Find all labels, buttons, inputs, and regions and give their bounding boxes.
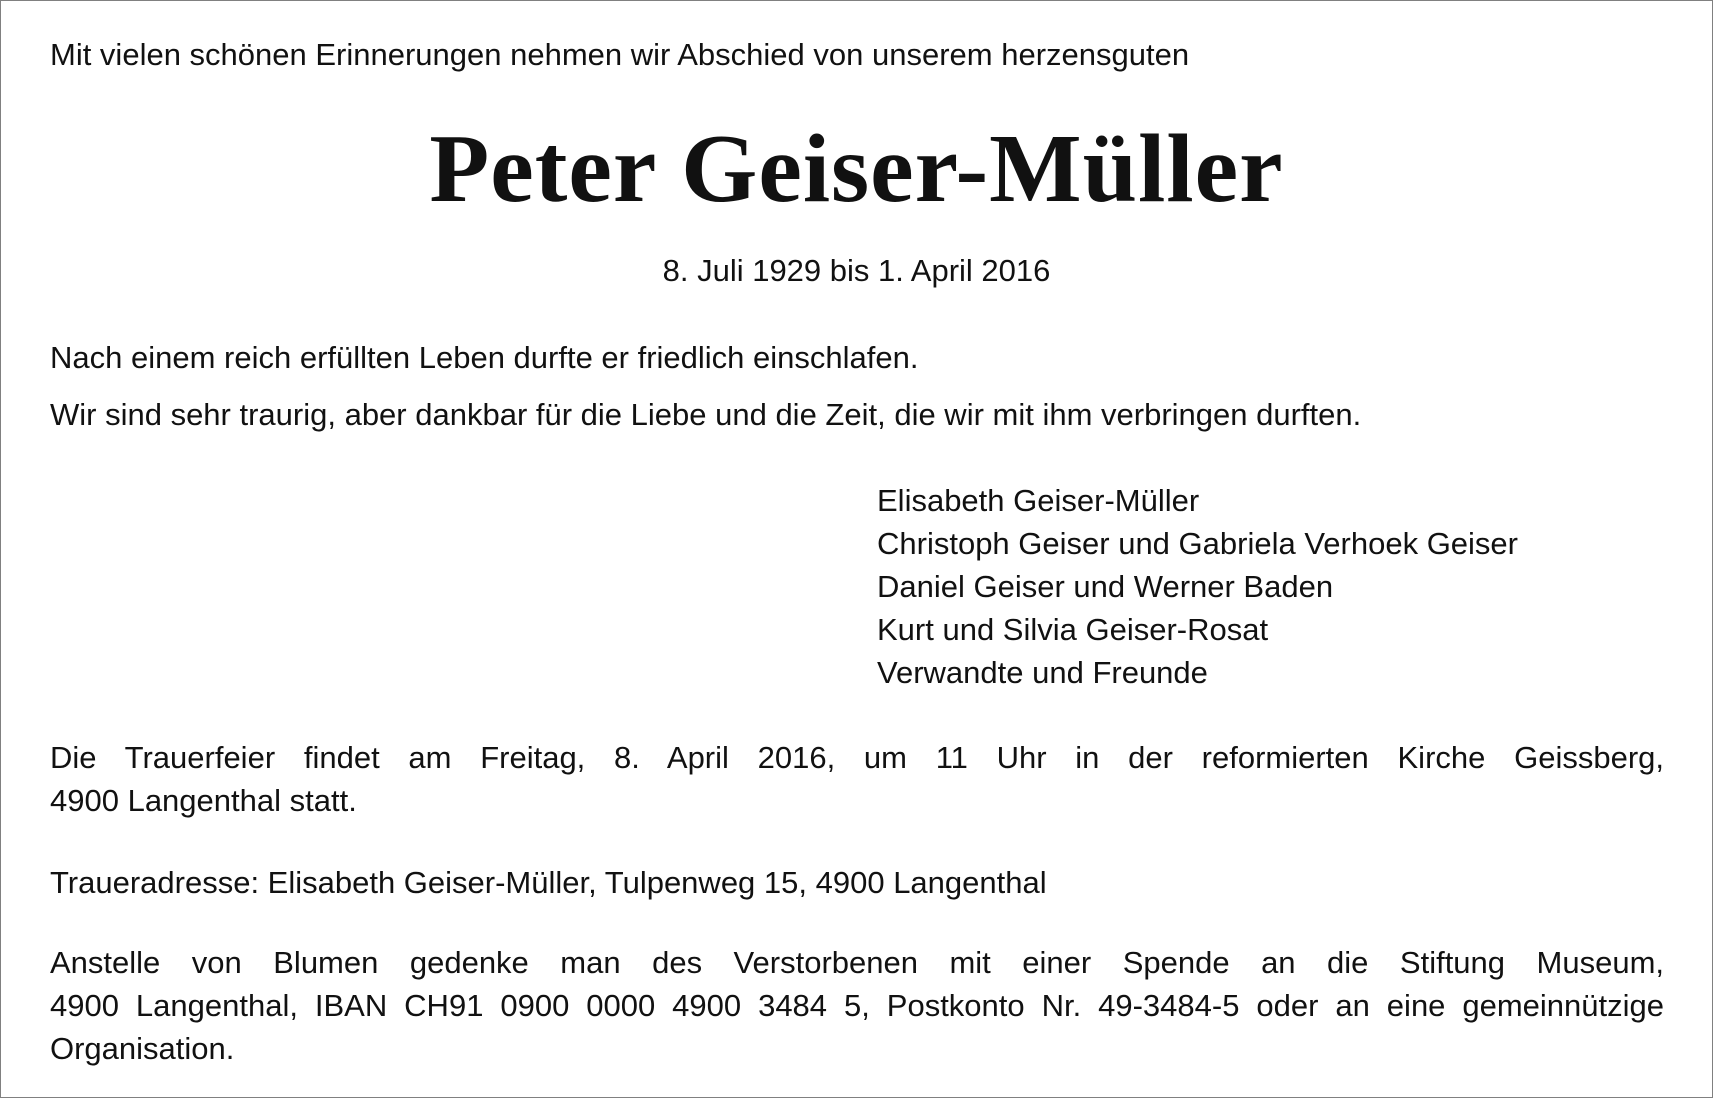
donation-line: 4900 Langenthal, IBAN CH91 0900 0000 4900 3484 5, Postkonto Nr. 49-3484-5 oder an eine gemeinnützige: [50, 988, 1664, 1023]
mourner-item: Daniel Geiser und Werner Baden: [877, 569, 1334, 604]
donation-info: [50, 941, 1664, 1070]
mourner-item: Kurt und Silvia Geiser-Rosat: [877, 612, 1269, 647]
donation-line: Organisation.: [50, 1031, 235, 1066]
mourner-item: Elisabeth Geiser-Müller: [877, 483, 1200, 518]
intro-text: Mit vielen schönen Erinnerungen nehmen wir Abschied von unserem herzensguten: [50, 37, 1190, 72]
mourning-address: Traueradresse: Elisabeth Geiser-Müller, Tulpenweg 15, 4900 Langenthal: [50, 865, 1047, 900]
donation-line: Anstelle von Blumen gedenke man des Verstorbenen mit einer Spende an die Stiftung Museum,: [50, 945, 1664, 980]
ceremony-line: Die Trauerfeier findet am Freitag, 8. April 2016, um 11 Uhr in der reformierten Kirche Geissberg,: [50, 740, 1664, 775]
mourner-item: Verwandte und Freunde: [877, 655, 1208, 690]
mourner-item: Christoph Geiser und Gabriela Verhoek Geiser: [877, 526, 1518, 561]
mourners-list: [877, 479, 1518, 694]
ceremony-line: 4900 Langenthal statt.: [50, 783, 357, 818]
farewell-paragraph-2: Wir sind sehr traurig, aber dankbar für die Liebe und die Zeit, die wir mit ihm verbringen durften.: [50, 397, 1362, 432]
ceremony-info: [50, 736, 1664, 822]
deceased-name: Peter Geiser-Müller: [429, 115, 1284, 223]
life-dates: 8. Juli 1929 bis 1. April 2016: [662, 253, 1051, 288]
farewell-paragraph-1: Nach einem reich erfüllten Leben durfte er friedlich einschlafen.: [50, 340, 919, 375]
